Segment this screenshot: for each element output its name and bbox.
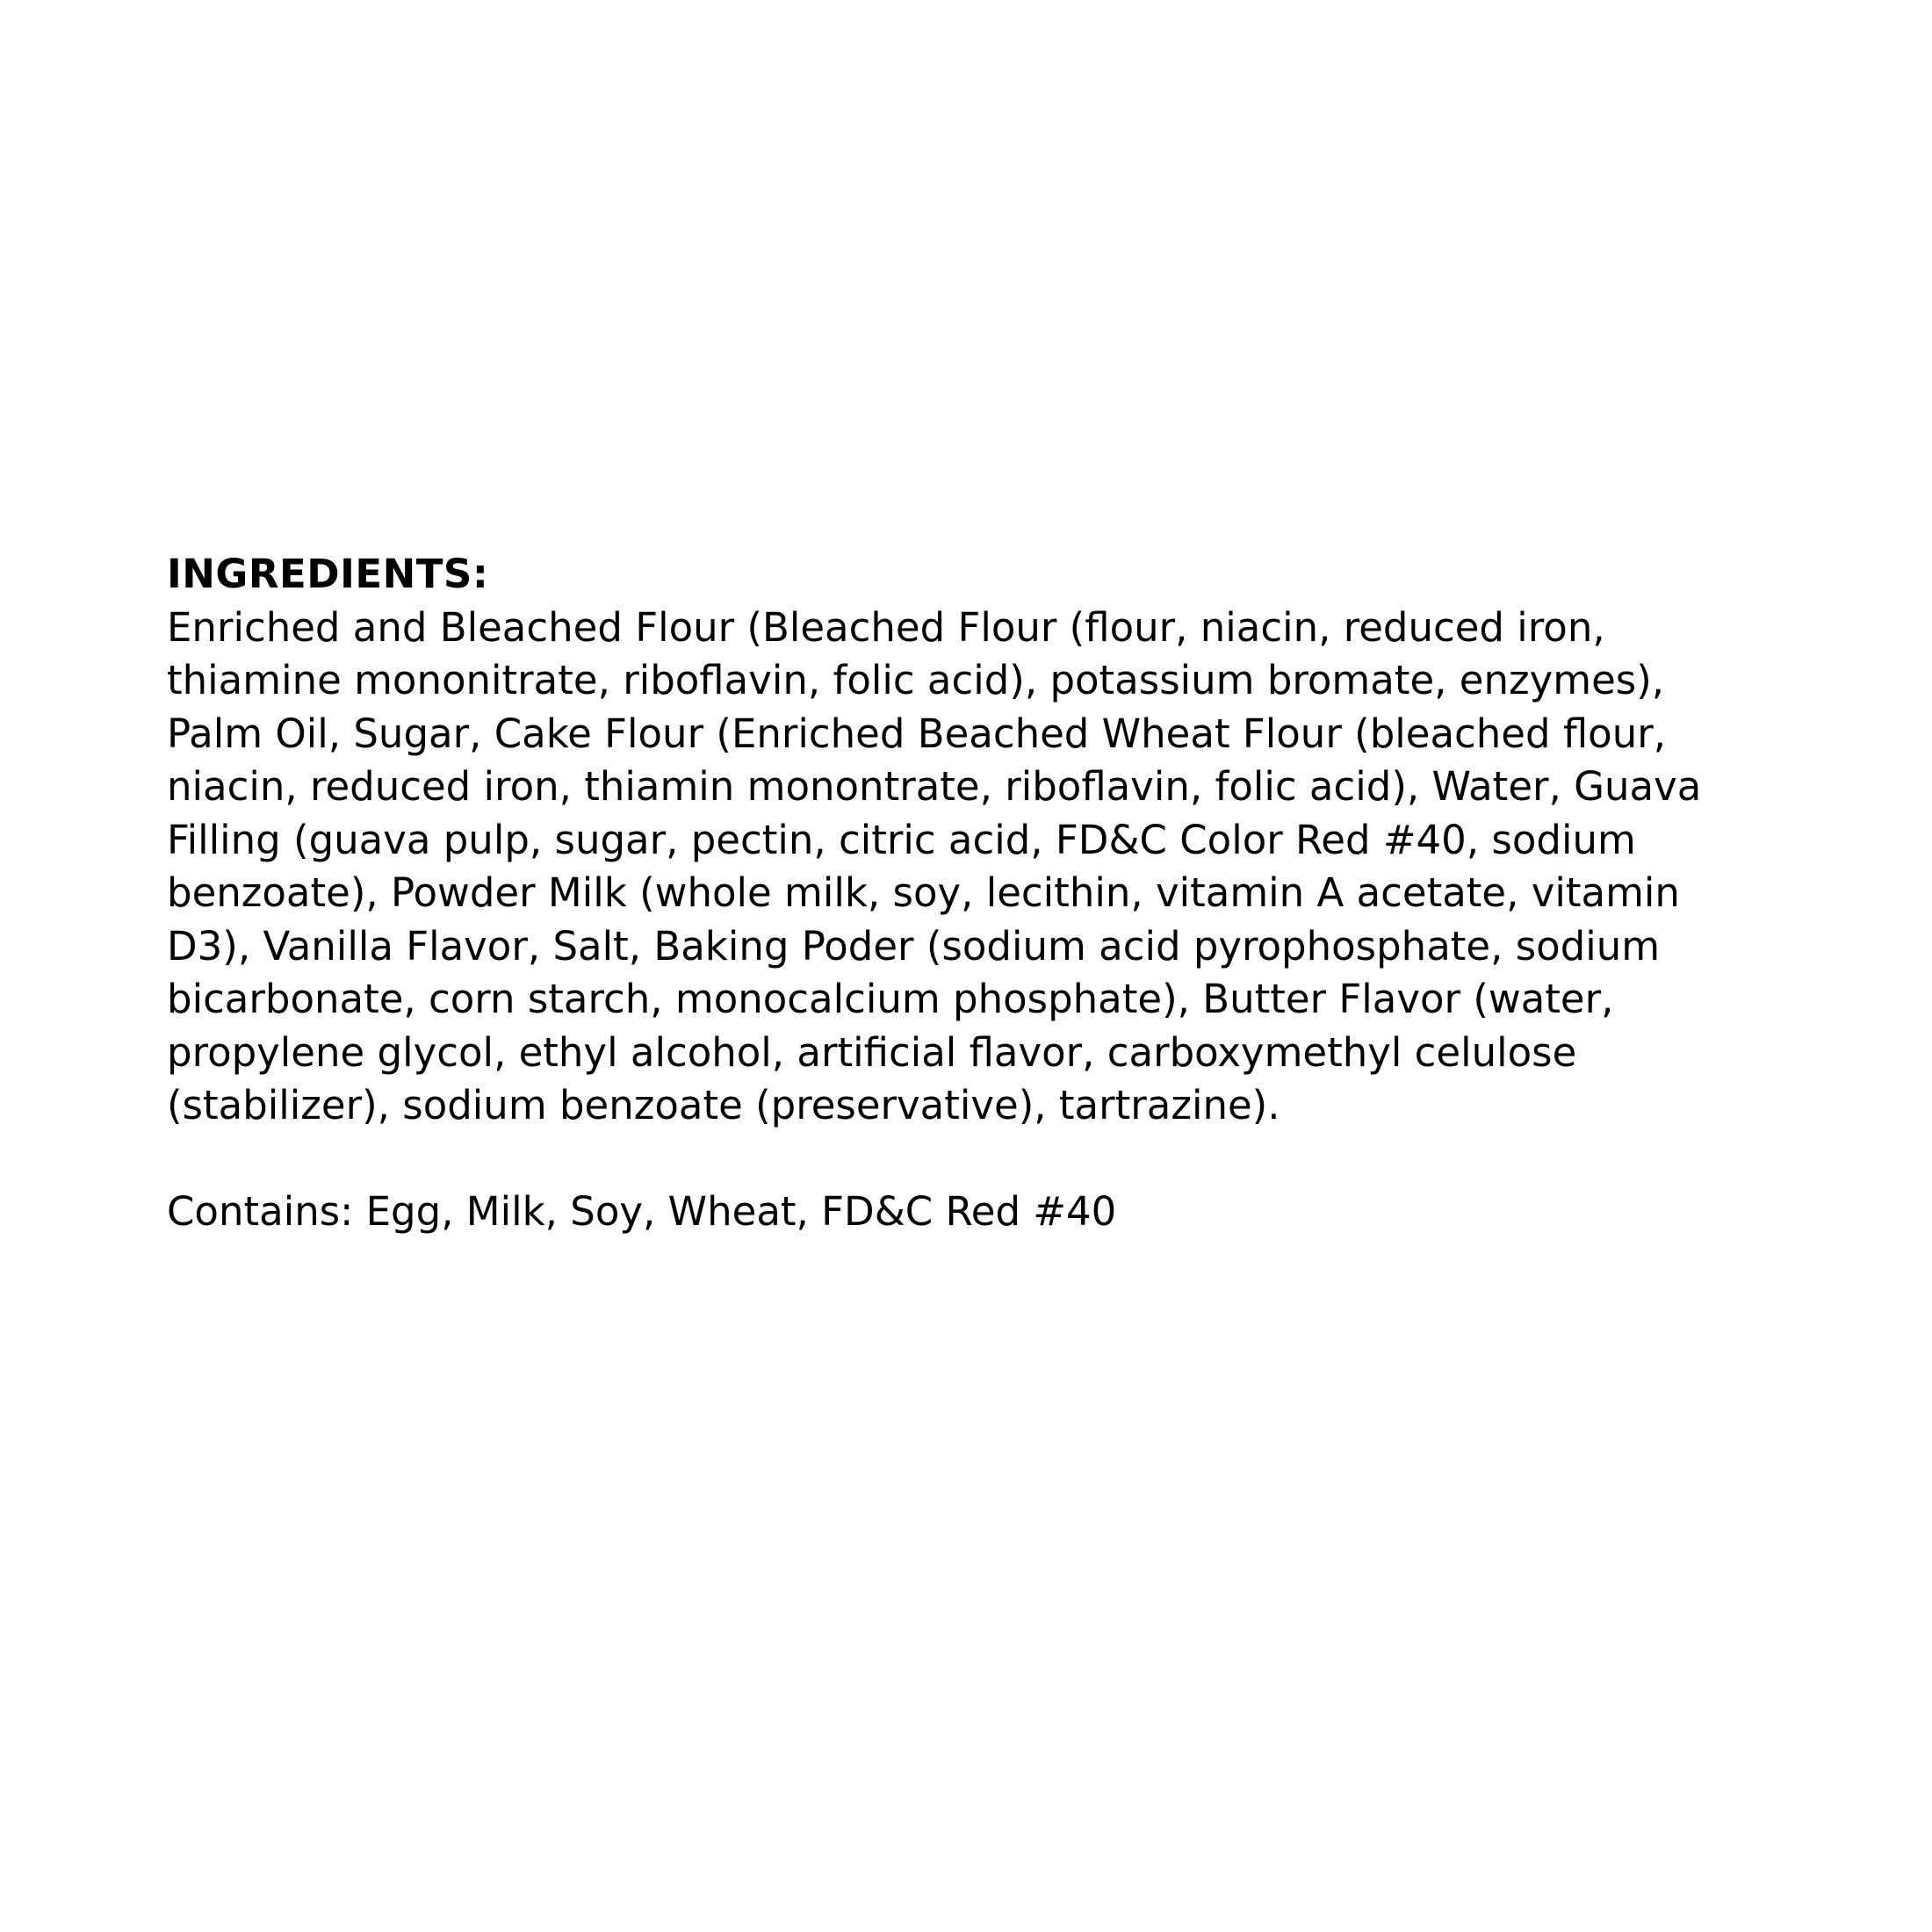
ingredient-line: benzoate), Powder Milk (whole milk, soy, lecithin, vitamin A acetate, vitamin xyxy=(167,869,1680,916)
ingredient-line: (stabilizer), sodium benzoate (preservative), tartrazine). xyxy=(167,1082,1280,1128)
ingredient-line: Filling (guava pulp, sugar, pectin, citric acid, FD&C Color Red #40, sodium xyxy=(167,816,1636,863)
ingredient-line: D3), Vanilla Flavor, Salt, Baking Poder (sodium acid pyrophosphate, sodium xyxy=(167,922,1661,970)
ingredient-line: Enriched and Bleached Flour (Bleached Flour (flour, niacin, reduced iron, xyxy=(167,603,1605,651)
ingredients-heading: INGREDIENTS: xyxy=(167,551,489,597)
allergen-statement: Contains: Egg, Milk, Soy, Wheat, FD&C Red #40 xyxy=(167,1187,1117,1235)
ingredient-line: bicarbonate, corn starch, monocalcium phosphate), Butter Flavor (water, xyxy=(167,976,1614,1022)
ingredient-line: niacin, reduced iron, thiamin monontrate, riboflavin, folic acid), Water, Guava xyxy=(167,763,1702,810)
ingredient-line: propylene glycol, ethyl alcohol, artificial flavor, carboxymethyl celulose xyxy=(167,1028,1577,1076)
section-spacer xyxy=(167,1133,1827,1186)
ingredients-list xyxy=(167,602,1827,1133)
ingredient-line: Palm Oil, Sugar, Cake Flour (Enriched Beached Wheat Flour (bleached flour, xyxy=(167,710,1667,757)
ingredient-line: thiamine mononitrate, riboflavin, folic acid), potassium bromate, enzymes), xyxy=(167,657,1665,703)
ingredients-panel xyxy=(167,548,1827,1238)
